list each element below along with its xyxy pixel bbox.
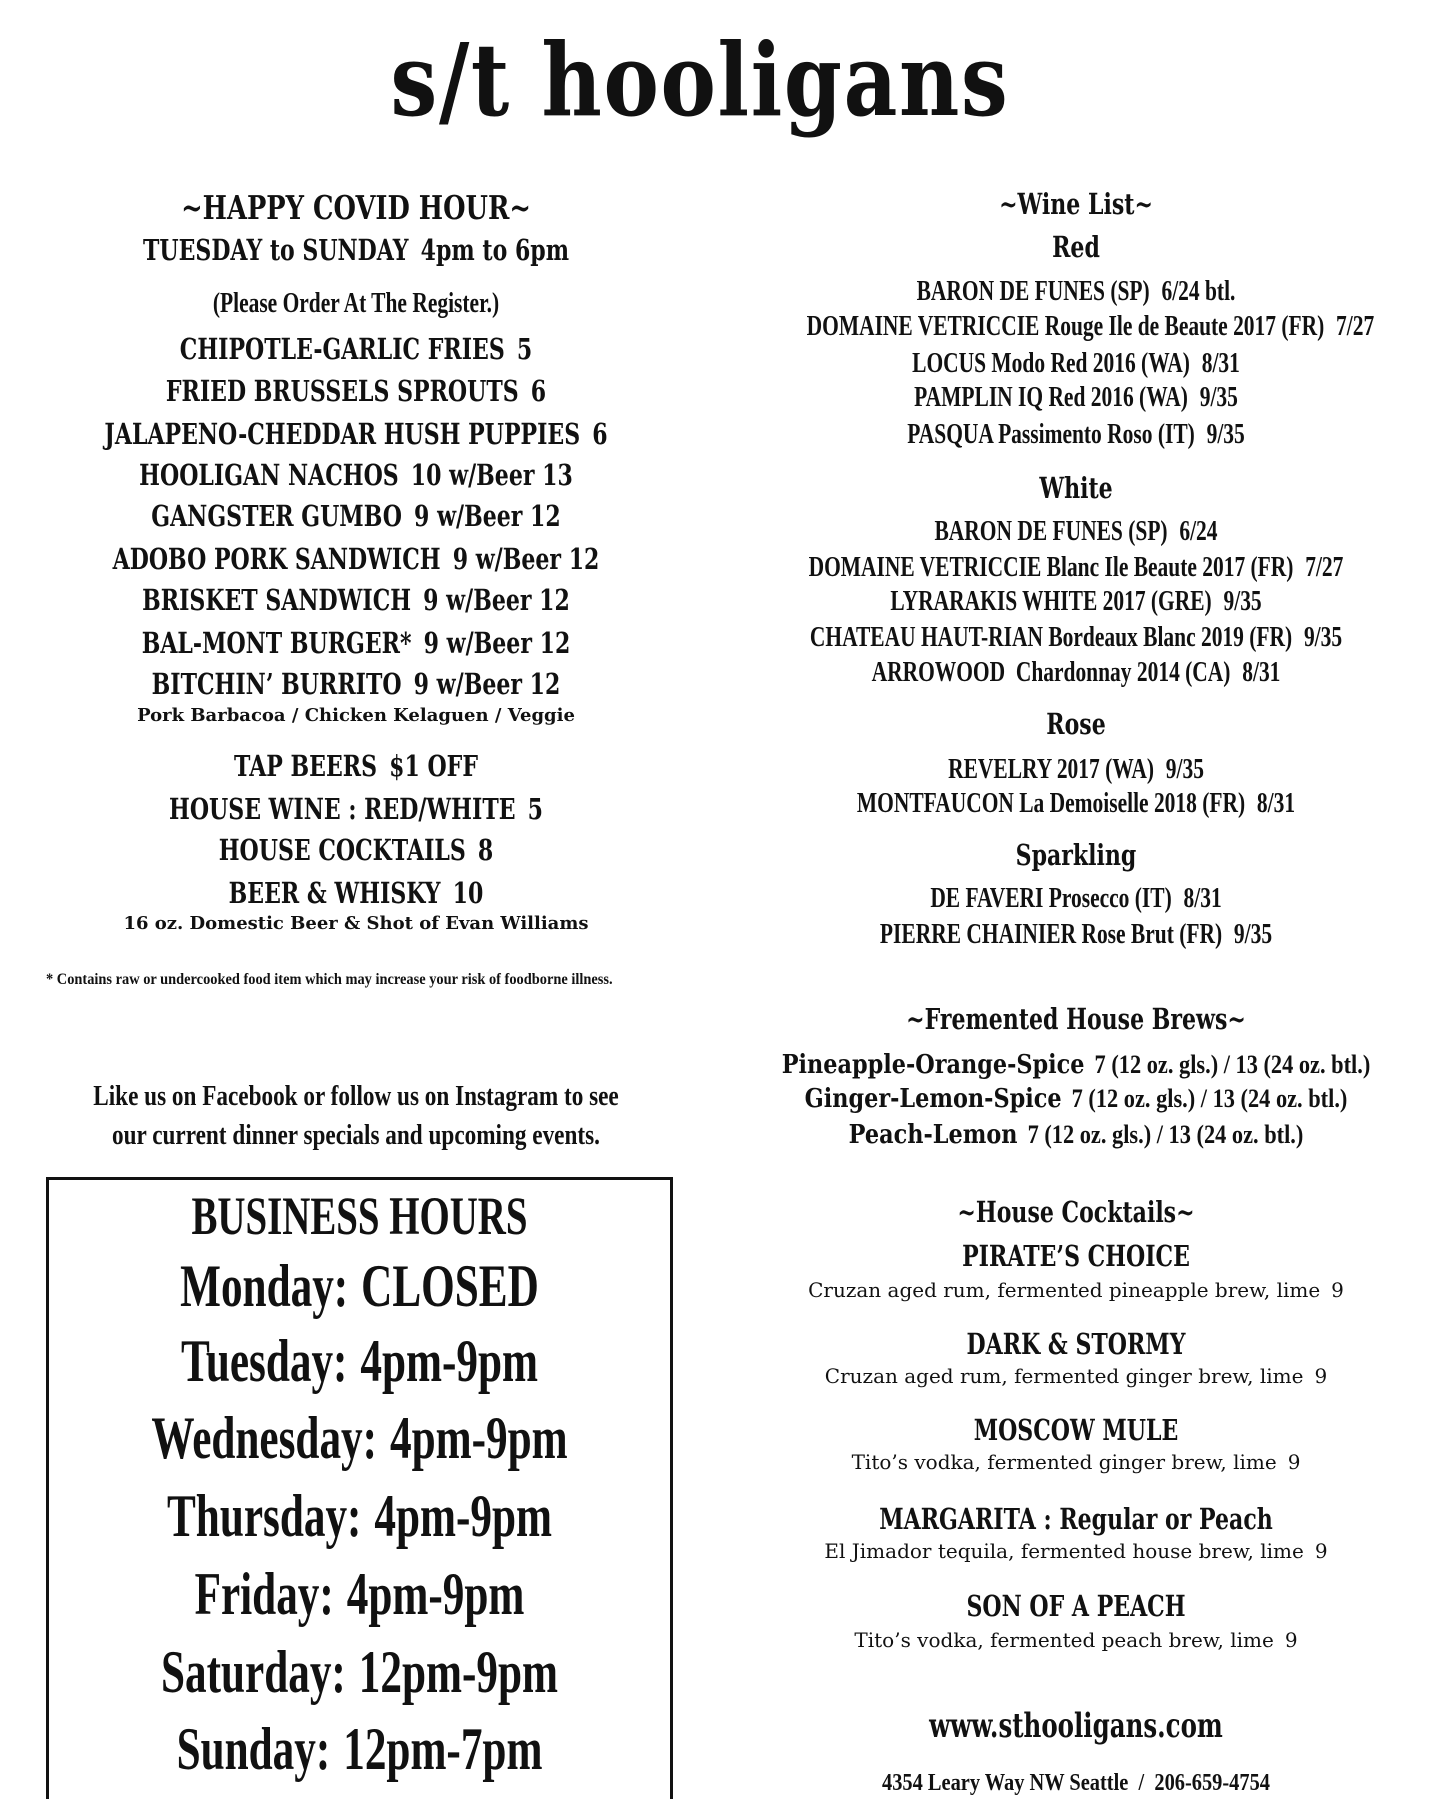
wine-section-white: White bbox=[1039, 471, 1113, 505]
cocktail-description bbox=[712, 1628, 1440, 1652]
food-item bbox=[85, 583, 626, 617]
wine-item bbox=[807, 275, 1346, 307]
wine-item bbox=[807, 787, 1346, 819]
hours-row bbox=[136, 1405, 583, 1471]
wine-item bbox=[807, 753, 1346, 785]
wine-name: BARON DE FUNES (SP) bbox=[916, 275, 1150, 307]
wine-name: REVELRY 2017 (WA) bbox=[948, 753, 1154, 785]
brew-item bbox=[763, 1120, 1389, 1150]
drink-item-price: 5 bbox=[527, 792, 543, 826]
happy-hour-time: 4pm to 6pm bbox=[420, 233, 570, 267]
brew-price: 7 (12 oz. gls.) / 13 (24 oz. btl.) bbox=[1027, 1120, 1304, 1149]
cocktail-price: 9 bbox=[1314, 1539, 1328, 1563]
wine-price: 7/27 bbox=[1336, 310, 1375, 342]
hours-day: Saturday: bbox=[160, 1639, 346, 1705]
wine-name: DE FAVERI Prosecco (IT) bbox=[930, 882, 1172, 914]
hours-row bbox=[136, 1483, 583, 1549]
drink-item-price: 8 bbox=[477, 833, 494, 867]
wine-item bbox=[807, 585, 1346, 617]
wine-price: 8/31 bbox=[1183, 882, 1222, 914]
burrito-options: Pork Barbacoa / Chicken Kelaguen / Veggie bbox=[137, 705, 575, 726]
wine-price: 6/24 bbox=[1179, 515, 1218, 547]
hours-time: 4pm-9pm bbox=[389, 1405, 568, 1471]
wine-price: 9/35 bbox=[1233, 918, 1273, 950]
food-item-price: 9 w/Beer 12 bbox=[452, 542, 600, 576]
wine-list-title: ~Wine List~ bbox=[999, 187, 1153, 221]
hours-row bbox=[136, 1328, 583, 1394]
hours-day: Tuesday: bbox=[180, 1328, 348, 1394]
happy-hour-schedule bbox=[85, 233, 626, 267]
food-item-price: 5 bbox=[516, 332, 533, 366]
food-item-name: BRISKET SANDWICH bbox=[142, 583, 412, 617]
brew-name: Pineapple-Orange-Spice bbox=[781, 1050, 1085, 1080]
business-hours-box bbox=[46, 1177, 673, 1799]
wine-price: 9/35 bbox=[1303, 621, 1343, 653]
hours-row bbox=[136, 1561, 583, 1627]
food-item bbox=[85, 499, 626, 533]
drink-item-name: HOUSE COCKTAILS bbox=[218, 833, 466, 867]
food-item-price: 9 w/Beer 12 bbox=[413, 667, 561, 701]
drink-item-name: HOUSE WINE : RED/WHITE bbox=[169, 792, 516, 826]
wine-name: BARON DE FUNES (SP) bbox=[934, 515, 1168, 547]
social-line-2: our current dinner specials and upcoming events. bbox=[112, 1119, 600, 1151]
hours-time: 4pm-9pm bbox=[360, 1328, 539, 1394]
wine-item bbox=[807, 918, 1346, 950]
cocktail-ingredients: Tito’s vodka, fermented peach brew, lime bbox=[854, 1628, 1274, 1652]
restaurant-logo: s/t hooligans bbox=[390, 21, 1010, 139]
house-cocktails-title: ~House Cocktails~ bbox=[957, 1195, 1195, 1229]
drink-item bbox=[85, 833, 626, 867]
food-item-name: FRIED BRUSSELS SPROUTS bbox=[165, 374, 519, 408]
wine-name: LYRARAKIS WHITE 2017 (GRE) bbox=[890, 585, 1212, 617]
cocktail-name: PIRATE’S CHOICE bbox=[962, 1239, 1190, 1273]
wine-name: CHATEAU HAUT-RIAN Bordeaux Blanc 2019 (FR) bbox=[809, 621, 1293, 653]
cocktail-price: 9 bbox=[1287, 1450, 1301, 1474]
wine-item bbox=[807, 515, 1346, 547]
food-item-name: JALAPENO-CHEDDAR HUSH PUPPIES bbox=[104, 417, 581, 451]
wine-price: 9/35 bbox=[1199, 381, 1238, 413]
cocktail-description bbox=[712, 1278, 1440, 1302]
food-item bbox=[85, 458, 626, 492]
wine-price: 9/35 bbox=[1206, 418, 1245, 450]
food-item bbox=[85, 667, 626, 701]
cocktail-ingredients: Cruzan aged rum, fermented ginger brew, lime bbox=[824, 1364, 1304, 1388]
food-item bbox=[85, 417, 626, 451]
food-item bbox=[85, 542, 626, 576]
cocktail-description bbox=[712, 1539, 1440, 1563]
hours-time: 4pm-9pm bbox=[374, 1483, 553, 1549]
hours-day: Monday: bbox=[180, 1253, 349, 1319]
wine-name: PAMPLIN IQ Red 2016 (WA) bbox=[914, 381, 1188, 413]
wine-name: PIERRE CHAINIER Rose Brut (FR) bbox=[879, 918, 1223, 950]
wine-section-rose: Rose bbox=[1046, 707, 1106, 741]
food-item-name: GANGSTER GUMBO bbox=[151, 499, 402, 533]
wine-name: PASQUA Passimento Roso (IT) bbox=[907, 418, 1195, 450]
brew-name: Ginger-Lemon-Spice bbox=[804, 1084, 1062, 1114]
wine-name: DOMAINE VETRICCIE Rouge Ile de Beaute 2017 (FR) bbox=[806, 310, 1325, 342]
drink-item-name: BEER & WHISKY bbox=[228, 876, 441, 910]
wine-price: 8/31 bbox=[1201, 347, 1240, 379]
wine-price: 6/24 btl. bbox=[1161, 275, 1236, 307]
hours-day: Sunday: bbox=[176, 1716, 331, 1782]
drink-item-name: TAP BEERS bbox=[234, 749, 378, 783]
hours-row bbox=[136, 1639, 583, 1705]
drink-item bbox=[85, 876, 626, 910]
food-item-price: 6 bbox=[592, 417, 608, 451]
social-line-1: Like us on Facebook or follow us on Instagram to see bbox=[93, 1080, 619, 1112]
food-item bbox=[85, 374, 626, 408]
cocktail-name: MARGARITA : Regular or Peach bbox=[879, 1502, 1273, 1536]
happy-hour-days: TUESDAY to SUNDAY bbox=[142, 233, 409, 267]
website-url: www.sthooligans.com bbox=[929, 1706, 1223, 1746]
food-item-name: HOOLIGAN NACHOS bbox=[139, 458, 399, 492]
food-item-price: 10 w/Beer 13 bbox=[410, 458, 573, 492]
cocktail-ingredients: Cruzan aged rum, fermented pineapple brew, lime bbox=[808, 1278, 1321, 1302]
cocktail-description bbox=[712, 1450, 1440, 1474]
wine-item bbox=[807, 347, 1346, 379]
cocktail-price: 9 bbox=[1314, 1364, 1328, 1388]
brew-item bbox=[763, 1050, 1389, 1080]
wine-name: DOMAINE VETRICCIE Blanc Ile Beaute 2017 (FR) bbox=[808, 551, 1294, 583]
wine-section-sparkling: Sparkling bbox=[1015, 838, 1137, 872]
wine-item bbox=[807, 418, 1346, 450]
hours-day: Friday: bbox=[194, 1561, 334, 1627]
food-item-name: BAL-MONT BURGER* bbox=[141, 626, 412, 660]
house-brews-title: ~Fremented House Brews~ bbox=[906, 1002, 1246, 1036]
wine-price: 8/31 bbox=[1256, 787, 1296, 819]
hours-time: 4pm-9pm bbox=[346, 1561, 525, 1627]
address-phone: 4354 Leary Way NW Seattle / 206-659-4754 bbox=[882, 1770, 1270, 1796]
cocktail-ingredients: El Jimador tequila, fermented house brew, lime bbox=[824, 1539, 1304, 1563]
drink-item bbox=[85, 792, 626, 826]
hours-day: Wednesday: bbox=[151, 1405, 378, 1471]
food-item bbox=[85, 332, 626, 366]
food-disclaimer: * Contains raw or undercooked food item which may increase your risk of foodborne illness. bbox=[46, 971, 613, 988]
wine-price: 8/31 bbox=[1242, 656, 1281, 688]
wine-item bbox=[807, 882, 1346, 914]
hours-time: 12pm-7pm bbox=[343, 1716, 543, 1782]
hours-day: Thursday: bbox=[166, 1483, 362, 1549]
cocktail-name: DARK & STORMY bbox=[966, 1327, 1186, 1361]
wine-price: 7/27 bbox=[1305, 551, 1344, 583]
food-item-name: CHIPOTLE-GARLIC FRIES bbox=[179, 332, 505, 366]
hours-time: CLOSED bbox=[361, 1253, 539, 1319]
wine-item bbox=[806, 310, 1375, 342]
wine-name: MONTFAUCON La Demoiselle 2018 (FR) bbox=[856, 787, 1246, 819]
wine-price: 9/35 bbox=[1165, 753, 1204, 785]
cocktail-price: 9 bbox=[1284, 1628, 1298, 1652]
drink-item bbox=[85, 749, 626, 783]
wine-section-red: Red bbox=[1052, 230, 1100, 264]
hours-row bbox=[136, 1253, 583, 1319]
order-note: (Please Order At The Register.) bbox=[212, 287, 500, 319]
brew-item bbox=[763, 1084, 1389, 1114]
wine-price: 9/35 bbox=[1223, 585, 1262, 617]
wine-item bbox=[807, 656, 1346, 688]
cocktail-name: MOSCOW MULE bbox=[973, 1413, 1179, 1447]
food-item-price: 9 w/Beer 12 bbox=[414, 499, 561, 533]
drink-item-price: 10 bbox=[452, 876, 484, 910]
food-item-name: BITCHIN’ BURRITO bbox=[151, 667, 402, 701]
cocktail-price: 9 bbox=[1331, 1278, 1344, 1302]
food-item bbox=[85, 626, 626, 660]
wine-item bbox=[807, 551, 1346, 583]
hours-time: 12pm-9pm bbox=[358, 1639, 558, 1705]
cocktail-name: SON OF A PEACH bbox=[966, 1589, 1186, 1623]
food-item-price: 9 w/Beer 12 bbox=[423, 626, 571, 660]
beer-whisky-note: 16 oz. Domestic Beer & Shot of Evan Williams bbox=[123, 913, 589, 934]
business-hours-title: BUSINESS HOURS bbox=[191, 1186, 528, 1246]
cocktail-ingredients: Tito’s vodka, fermented ginger brew, lime bbox=[851, 1450, 1277, 1474]
wine-name: ARROWOOD Chardonnay 2014 (CA) bbox=[871, 656, 1231, 688]
food-item-price: 6 bbox=[530, 374, 547, 408]
brew-price: 7 (12 oz. gls.) / 13 (24 oz. btl.) bbox=[1071, 1084, 1348, 1113]
food-item-name: ADOBO PORK SANDWICH bbox=[112, 542, 441, 576]
hours-row bbox=[136, 1716, 583, 1782]
brew-price: 7 (12 oz. gls.) / 13 (24 oz. btl.) bbox=[1094, 1050, 1371, 1079]
happy-hour-title: ~HAPPY COVID HOUR~ bbox=[181, 188, 531, 227]
wine-item bbox=[807, 621, 1346, 653]
brew-name: Peach-Lemon bbox=[848, 1120, 1018, 1150]
food-item-price: 9 w/Beer 12 bbox=[423, 583, 570, 617]
cocktail-description bbox=[712, 1364, 1440, 1388]
drink-item-price: $1 OFF bbox=[389, 749, 478, 783]
wine-name: LOCUS Modo Red 2016 (WA) bbox=[912, 347, 1190, 379]
wine-item bbox=[807, 381, 1346, 413]
